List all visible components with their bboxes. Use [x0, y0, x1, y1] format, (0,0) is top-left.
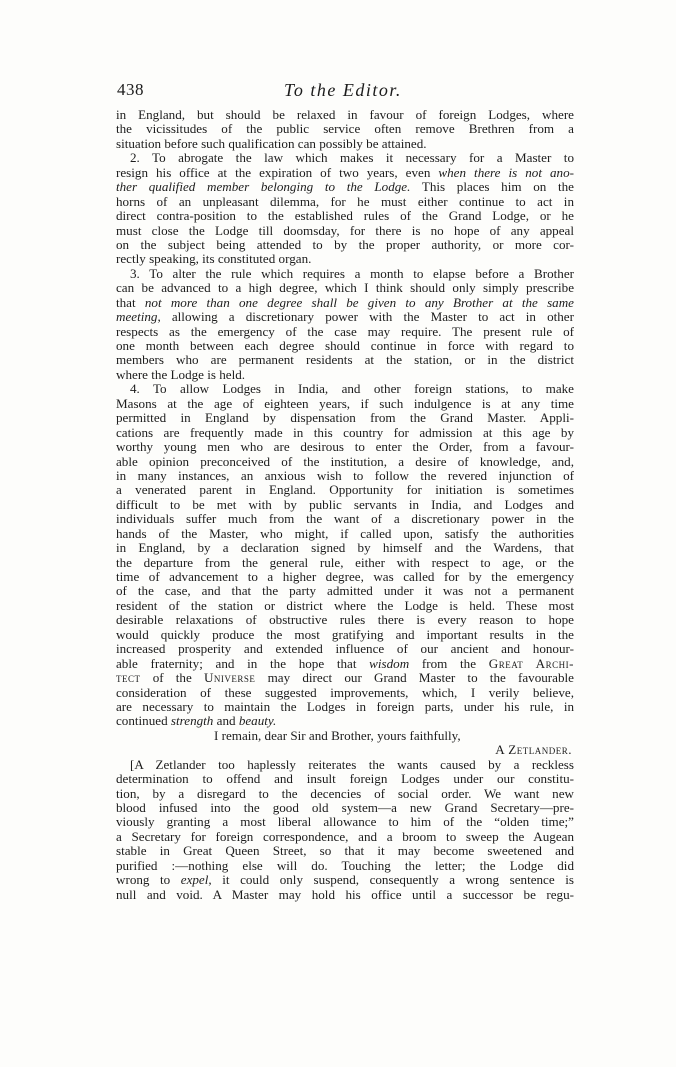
text-line: must close the Lodge till doomsday, for there is no hope of any appeal — [116, 223, 574, 238]
page-header — [117, 80, 572, 104]
text-line: blood infused into the good old system—a new Grand Secretary—pre- — [116, 801, 574, 815]
italic-run: beauty. — [238, 714, 277, 729]
text-line: 3. To alter the rule which requires a month to elapse before a Brother — [130, 266, 574, 281]
letter-body — [116, 108, 574, 902]
small-caps-run: Universe — [203, 671, 256, 686]
text-run: from the — [421, 656, 477, 671]
text-line: difficult to be met with by public servants in India, and Lodges and — [116, 497, 574, 512]
text-line: situation before such qualification can possibly be attained. — [116, 136, 427, 151]
text-run: that — [116, 295, 136, 310]
text-line: viously granting a most liberal allowance to him of the “olden time;” — [116, 815, 574, 830]
text-line: a venerated parent in England. Opportunity for initiation is sometimes — [116, 483, 574, 498]
text-line: direct contra-position to the established rules of the Grand Lodge, or he — [116, 209, 574, 224]
text-line: determination to offend and insult foreign Lodges under our constitu- — [116, 772, 574, 787]
running-title: To the Editor. — [284, 80, 402, 100]
text-run: may direct our Grand Master to the favourable — [267, 671, 574, 686]
text-run: continued — [116, 714, 168, 729]
small-caps-run: tect — [116, 671, 141, 686]
text-line — [116, 296, 574, 310]
text-line: individuals suffer much from the want of a discretionary power in the — [116, 512, 574, 527]
italic-run: ther qualified member belonging to the Lodge. — [116, 180, 411, 195]
text-line: a Secretary for foreign correspondence, and a broom to sweep the Augean — [116, 829, 574, 844]
text-line: time of advancement to a higher degree, was called for by the emergency — [116, 570, 574, 584]
text-run: allowing a discretionary power with the Master to act in other — [171, 310, 574, 325]
text-line — [116, 671, 574, 685]
text-line: worthy young men who are desirous to enter the Order, from a favour- — [116, 440, 574, 455]
text-line — [116, 310, 574, 324]
signature: A Zetlander. — [495, 743, 572, 758]
text-line: rectly speaking, its constituted organ. — [116, 252, 312, 267]
closing-salutation: I remain, dear Sir and Brother, yours faithfully, — [214, 728, 461, 743]
italic-run: strength — [170, 714, 214, 729]
text-line: 2. To abrogate the law which makes it necessary for a Master to — [130, 151, 574, 166]
text-run: wrong to — [116, 873, 171, 888]
text-line: would quickly produce the most gratifying and important results in the — [116, 627, 574, 642]
text-line: in many instances, an anxious wish to follow the revered injunction of — [116, 468, 574, 483]
text-line: one month between each degree should continue in force with regard to — [116, 339, 574, 353]
text-line: resident of the station or district where the Lodge is held. These most — [116, 598, 574, 613]
text-line: permitted in England by dispensation from the Grand Master. Appli- — [116, 411, 574, 426]
text-line: stable in Great Queen Street, so that it may become sweetened and — [116, 844, 574, 859]
small-caps-run: Great Archi- — [488, 656, 574, 671]
text-line — [116, 166, 574, 180]
text-run: able fraternity; and in the hope that — [116, 656, 357, 671]
text-run: resign his office at the expiration of two years, even — [116, 165, 431, 180]
text-line: in England, but should be relaxed in favour of foreign Lodges, where — [116, 108, 574, 122]
text-line: can be advanced to a high degree, which I think should only simply prescribe — [116, 281, 574, 296]
text-line: in England, by a declaration signed by himself and the Wardens, that — [116, 541, 574, 556]
text-line: on the subject being attended to by the proper authority, or more cor- — [116, 237, 574, 252]
text-line: respects as the emergency of the case may require. The present rule of — [116, 324, 574, 339]
text-line: horns of an unpleasant dilemma, for he must either continue to act in — [116, 194, 574, 209]
text-line: the departure from the general rule, either with respect to age, or the — [116, 555, 574, 570]
text-run: it could only suspend, consequently a wrong sentence is — [222, 873, 574, 888]
text-line: increased prosperity and extended influence of our ancient and honour- — [116, 642, 574, 657]
text-line: desirable relaxations of obstructive rules there is every reason to hope — [116, 613, 574, 628]
text-line: purified :—nothing else will do. Touching the letter; the Lodge did — [116, 858, 574, 873]
text-line: consideration of these suggested improvements, which, I verily believe, — [116, 685, 574, 700]
italic-run: meeting, — [116, 310, 161, 325]
text-line: able opinion preconceived of the institution, a desire of knowledge, and, — [116, 454, 574, 469]
italic-run: expel, — [180, 873, 212, 888]
italic-run: not more than one degree shall be given to any Brother at the same — [144, 295, 574, 310]
text-line — [116, 657, 574, 671]
text-line: [A Zetlander too haplessly reiterates the wants caused by a reckless — [130, 757, 574, 772]
text-line: of the case, and that the party admitted under it was not a permanent — [116, 584, 574, 599]
text-line: cations are frequently made in this country for admission at this age by — [116, 425, 574, 440]
text-line: are necessary to maintain the Lodges in foreign parts, under his rule, in — [116, 699, 574, 714]
text-run: This places him on the — [421, 180, 574, 195]
italic-run: when there is not ano- — [438, 165, 574, 180]
text-line: tion, by a disregard to the decencies of social order. We want new — [116, 786, 574, 801]
text-line: the vicissitudes of the public service often remove Brethren from a — [116, 122, 574, 137]
text-line: members who are permanent residents at the station, or in the district — [116, 353, 574, 368]
text-line — [116, 873, 574, 887]
text-line: hands of the Master, who might, if called upon, satisfy the authorities — [116, 526, 574, 541]
italic-run: wisdom — [369, 656, 410, 671]
text-line: Masons at the age of eighteen years, if such indulgence is at any time — [116, 396, 574, 411]
text-line: 4. To allow Lodges in India, and other foreign stations, to make — [130, 382, 574, 397]
text-line: null and void. A Master may hold his office until a successor be regu- — [116, 887, 574, 902]
text-run: and — [216, 714, 236, 729]
text-line — [116, 180, 574, 194]
text-line: where the Lodge is held. — [116, 367, 246, 382]
text-run: of the — [152, 671, 192, 686]
text-line — [116, 714, 574, 728]
page-number: 438 — [117, 80, 144, 99]
